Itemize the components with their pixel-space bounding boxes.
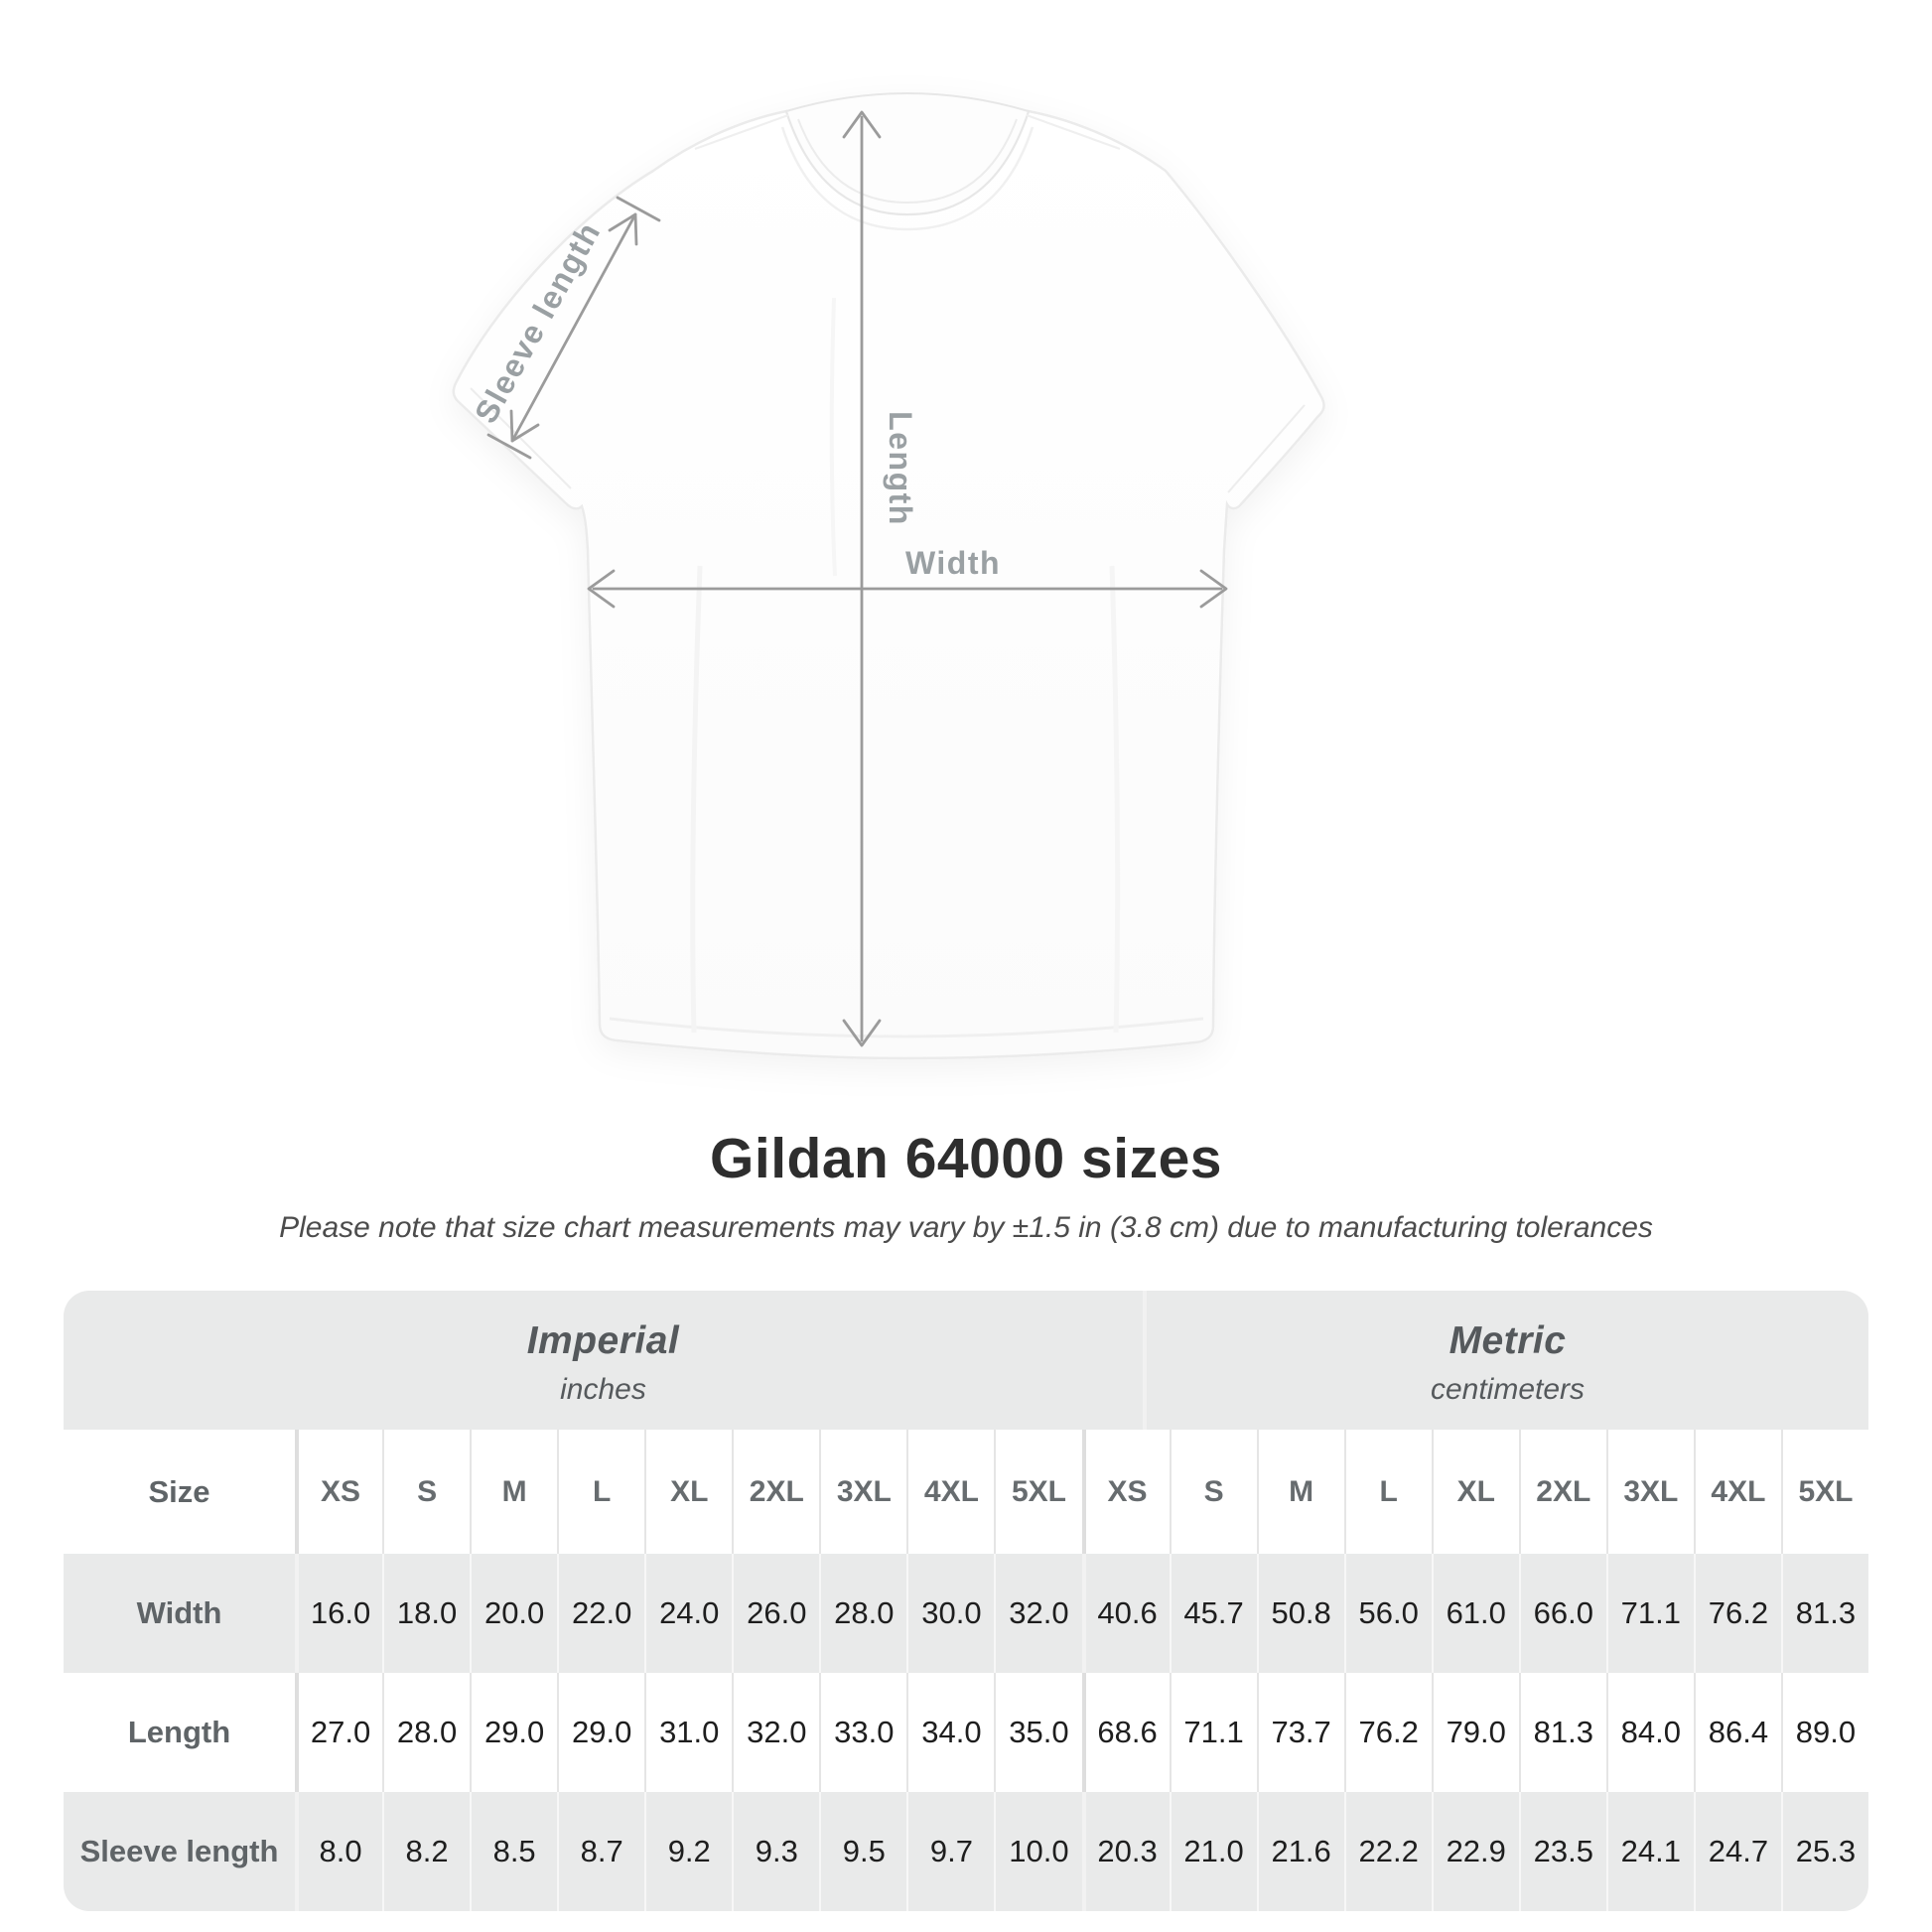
unit-group-imperial xyxy=(64,1291,1143,1430)
unit-group-name: Metric xyxy=(1449,1319,1567,1362)
value-cell: 20.0 xyxy=(470,1554,557,1673)
size-col-header-imperial: 2XL xyxy=(732,1430,819,1554)
value-cell: 35.0 xyxy=(994,1673,1081,1792)
size-table xyxy=(64,1291,1868,1911)
size-col-header-metric: XL xyxy=(1432,1430,1519,1554)
value-cell: 29.0 xyxy=(470,1673,557,1792)
value-cell: 79.0 xyxy=(1432,1673,1519,1792)
value-cell: 10.0 xyxy=(994,1792,1081,1911)
size-col-header-metric: XS xyxy=(1082,1430,1170,1554)
value-cell: 23.5 xyxy=(1519,1792,1606,1911)
value-cell: 22.2 xyxy=(1344,1792,1432,1911)
size-header-row xyxy=(64,1430,1868,1554)
width-annotation-label: Width xyxy=(904,545,1002,581)
unit-header-row xyxy=(64,1291,1868,1430)
value-cell: 84.0 xyxy=(1606,1673,1694,1792)
value-cell: 9.7 xyxy=(906,1792,994,1911)
size-row-label: Size xyxy=(148,1473,210,1509)
title-block xyxy=(0,1126,1932,1245)
value-cell: 9.5 xyxy=(819,1792,906,1911)
row-label: Sleeve length xyxy=(79,1834,279,1868)
value-cell: 31.0 xyxy=(644,1673,732,1792)
size-col-header-imperial: 5XL xyxy=(994,1430,1081,1554)
value-cell: 34.0 xyxy=(906,1673,994,1792)
value-cell: 32.0 xyxy=(994,1554,1081,1673)
value-cell: 81.3 xyxy=(1781,1554,1868,1673)
value-cell: 16.0 xyxy=(295,1554,382,1673)
value-cell: 22.9 xyxy=(1432,1792,1519,1911)
table-row-length xyxy=(64,1673,1868,1792)
value-cell: 8.0 xyxy=(295,1792,382,1911)
size-col-header-metric: 2XL xyxy=(1519,1430,1606,1554)
size-col-header-imperial: XL xyxy=(644,1430,732,1554)
size-col-header-imperial: XS xyxy=(295,1430,382,1554)
value-cell: 9.2 xyxy=(644,1792,732,1911)
unit-group-unit: centimeters xyxy=(1430,1373,1586,1406)
value-cell: 40.6 xyxy=(1082,1554,1170,1673)
size-col-header-metric: L xyxy=(1344,1430,1432,1554)
size-col-header-metric: M xyxy=(1257,1430,1344,1554)
value-cell: 24.1 xyxy=(1606,1792,1694,1911)
page-title: Gildan 64000 sizes xyxy=(710,1127,1222,1190)
size-col-header-metric: S xyxy=(1170,1430,1257,1554)
value-cell: 68.6 xyxy=(1082,1673,1170,1792)
value-cell: 25.3 xyxy=(1781,1792,1868,1911)
size-col-header-imperial: M xyxy=(470,1430,557,1554)
value-cell: 89.0 xyxy=(1781,1673,1868,1792)
value-cell: 50.8 xyxy=(1257,1554,1344,1673)
size-col-header-imperial: L xyxy=(557,1430,644,1554)
value-cell: 21.6 xyxy=(1257,1792,1344,1911)
row-label: Width xyxy=(136,1595,222,1630)
value-cell: 45.7 xyxy=(1170,1554,1257,1673)
unit-group-name: Imperial xyxy=(526,1319,680,1362)
value-cell: 24.0 xyxy=(644,1554,732,1673)
value-cell: 27.0 xyxy=(295,1673,382,1792)
size-col-header-imperial: 3XL xyxy=(819,1430,906,1554)
value-cell: 18.0 xyxy=(382,1554,470,1673)
value-cell: 30.0 xyxy=(906,1554,994,1673)
value-cell: 21.0 xyxy=(1170,1792,1257,1911)
value-cell: 9.3 xyxy=(732,1792,819,1911)
value-cell: 24.7 xyxy=(1694,1792,1781,1911)
row-label: Length xyxy=(127,1715,231,1749)
tolerance-note: Please note that size chart measurements may vary by ±1.5 in (3.8 cm) due to manufacturing tolerances xyxy=(279,1211,1653,1244)
value-cell: 22.0 xyxy=(557,1554,644,1673)
value-cell: 66.0 xyxy=(1519,1554,1606,1673)
size-col-header-imperial: S xyxy=(382,1430,470,1554)
unit-group-metric xyxy=(1143,1291,1868,1430)
table-row-width xyxy=(64,1554,1868,1673)
value-cell: 8.2 xyxy=(382,1792,470,1911)
value-cell: 29.0 xyxy=(557,1673,644,1792)
size-col-header-imperial: 4XL xyxy=(906,1430,994,1554)
value-cell: 61.0 xyxy=(1432,1554,1519,1673)
value-cell: 8.7 xyxy=(557,1792,644,1911)
value-cell: 28.0 xyxy=(382,1673,470,1792)
value-cell: 76.2 xyxy=(1694,1554,1781,1673)
value-cell: 71.1 xyxy=(1170,1673,1257,1792)
unit-group-unit: inches xyxy=(560,1373,646,1406)
value-cell: 32.0 xyxy=(732,1673,819,1792)
value-cell: 73.7 xyxy=(1257,1673,1344,1792)
table-row-sleeve-length xyxy=(64,1792,1868,1911)
value-cell: 26.0 xyxy=(732,1554,819,1673)
sleeve-length-annotation-label: Sleeve length xyxy=(467,215,608,430)
value-cell: 76.2 xyxy=(1344,1673,1432,1792)
value-cell: 8.5 xyxy=(470,1792,557,1911)
size-col-header-metric: 4XL xyxy=(1694,1430,1781,1554)
value-cell: 86.4 xyxy=(1694,1673,1781,1792)
value-cell: 33.0 xyxy=(819,1673,906,1792)
value-cell: 81.3 xyxy=(1519,1673,1606,1792)
value-cell: 71.1 xyxy=(1606,1554,1694,1673)
value-cell: 56.0 xyxy=(1344,1554,1432,1673)
size-col-header-metric: 3XL xyxy=(1606,1430,1694,1554)
length-annotation-label: Length xyxy=(883,411,918,526)
value-cell: 28.0 xyxy=(819,1554,906,1673)
size-col-header-metric: 5XL xyxy=(1781,1430,1868,1554)
value-cell: 20.3 xyxy=(1082,1792,1170,1911)
